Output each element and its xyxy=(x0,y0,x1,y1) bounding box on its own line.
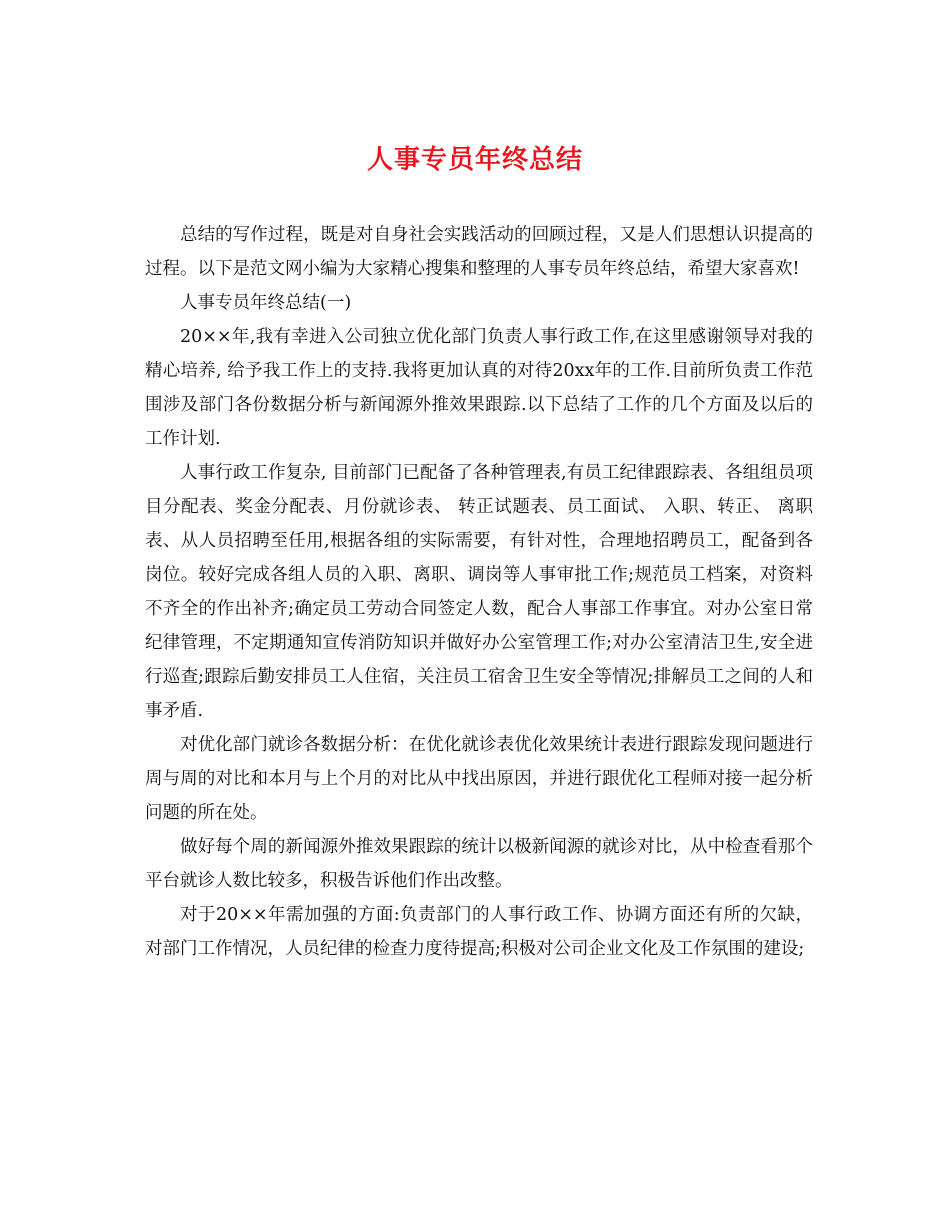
paragraph-overview: 20××年,我有幸进入公司独立优化部门负责人事行政工作,在这里感谢领导对我的精心培养, 给予我工作上的支持.我将更加认真的对待20xx年的工作.目前所负责工作范围涉及部门各份数据分析与新闻源外推效果跟踪.以下总结了工作的几个方面及以后的工作计划. xyxy=(145,327,813,449)
paragraph-intro: 总结的写作过程，既是对自身社会实践活动的回顾过程，又是人们思想认识提高的过程。以下是范文网小编为大家精心搜集和整理的人事专员年终总结，希望大家喜欢! xyxy=(145,225,813,279)
paragraph-data-analysis: 对优化部门就诊各数据分析：在优化就诊表优化效果统计表进行跟踪发现问题进行周与周的对比和本月与上个月的对比从中找出原因，并进行跟优化工程师对接一起分析问题的所在处。 xyxy=(145,735,813,823)
document-title: 人事专员年终总结 xyxy=(366,145,583,175)
document-body xyxy=(145,218,813,966)
paragraph-admin-work: 人事行政工作复杂, 目前部门已配备了各种管理表,有员工纪律跟踪表、各组组员项目分配表、奖金分配表、月份就诊表、 转正试题表、员工面试、 入职、转正、 离职表、从人员招聘至任用,根据各组的实际需要，有针对性，合理地招聘员工，配备到各岗位。较好完成各组人员的入职、离职、调岗等人事审批工作;规范员工档案，对资料不齐全的作出补齐;确定员工劳动合同签定人数，配合人事部工作事宜。对办公室日常纪律管理，不定期通知宣传消防知识并做好办公室管理工作;对办公室清洁卫生,安全进行巡查;跟踪后勤安排员工人住宿，关注员工宿舍卫生安全等情况;排解员工之间的人和事矛盾. xyxy=(145,463,813,721)
section-heading: 人事专员年终总结(一) xyxy=(180,293,352,313)
paragraph-improvements: 对于20××年需加强的方面:负责部门的人事行政工作、协调方面还有所的欠缺，对部门工作情况，人员纪律的检查力度待提高;积极对公司企业文化及工作氛围的建设; xyxy=(145,905,813,959)
paragraph-news-tracking: 做好每个周的新闻源外推效果跟踪的统计以极新闻源的就诊对比，从中检查看那个平台就诊人数比较多，积极告诉他们作出改整。 xyxy=(145,837,813,891)
